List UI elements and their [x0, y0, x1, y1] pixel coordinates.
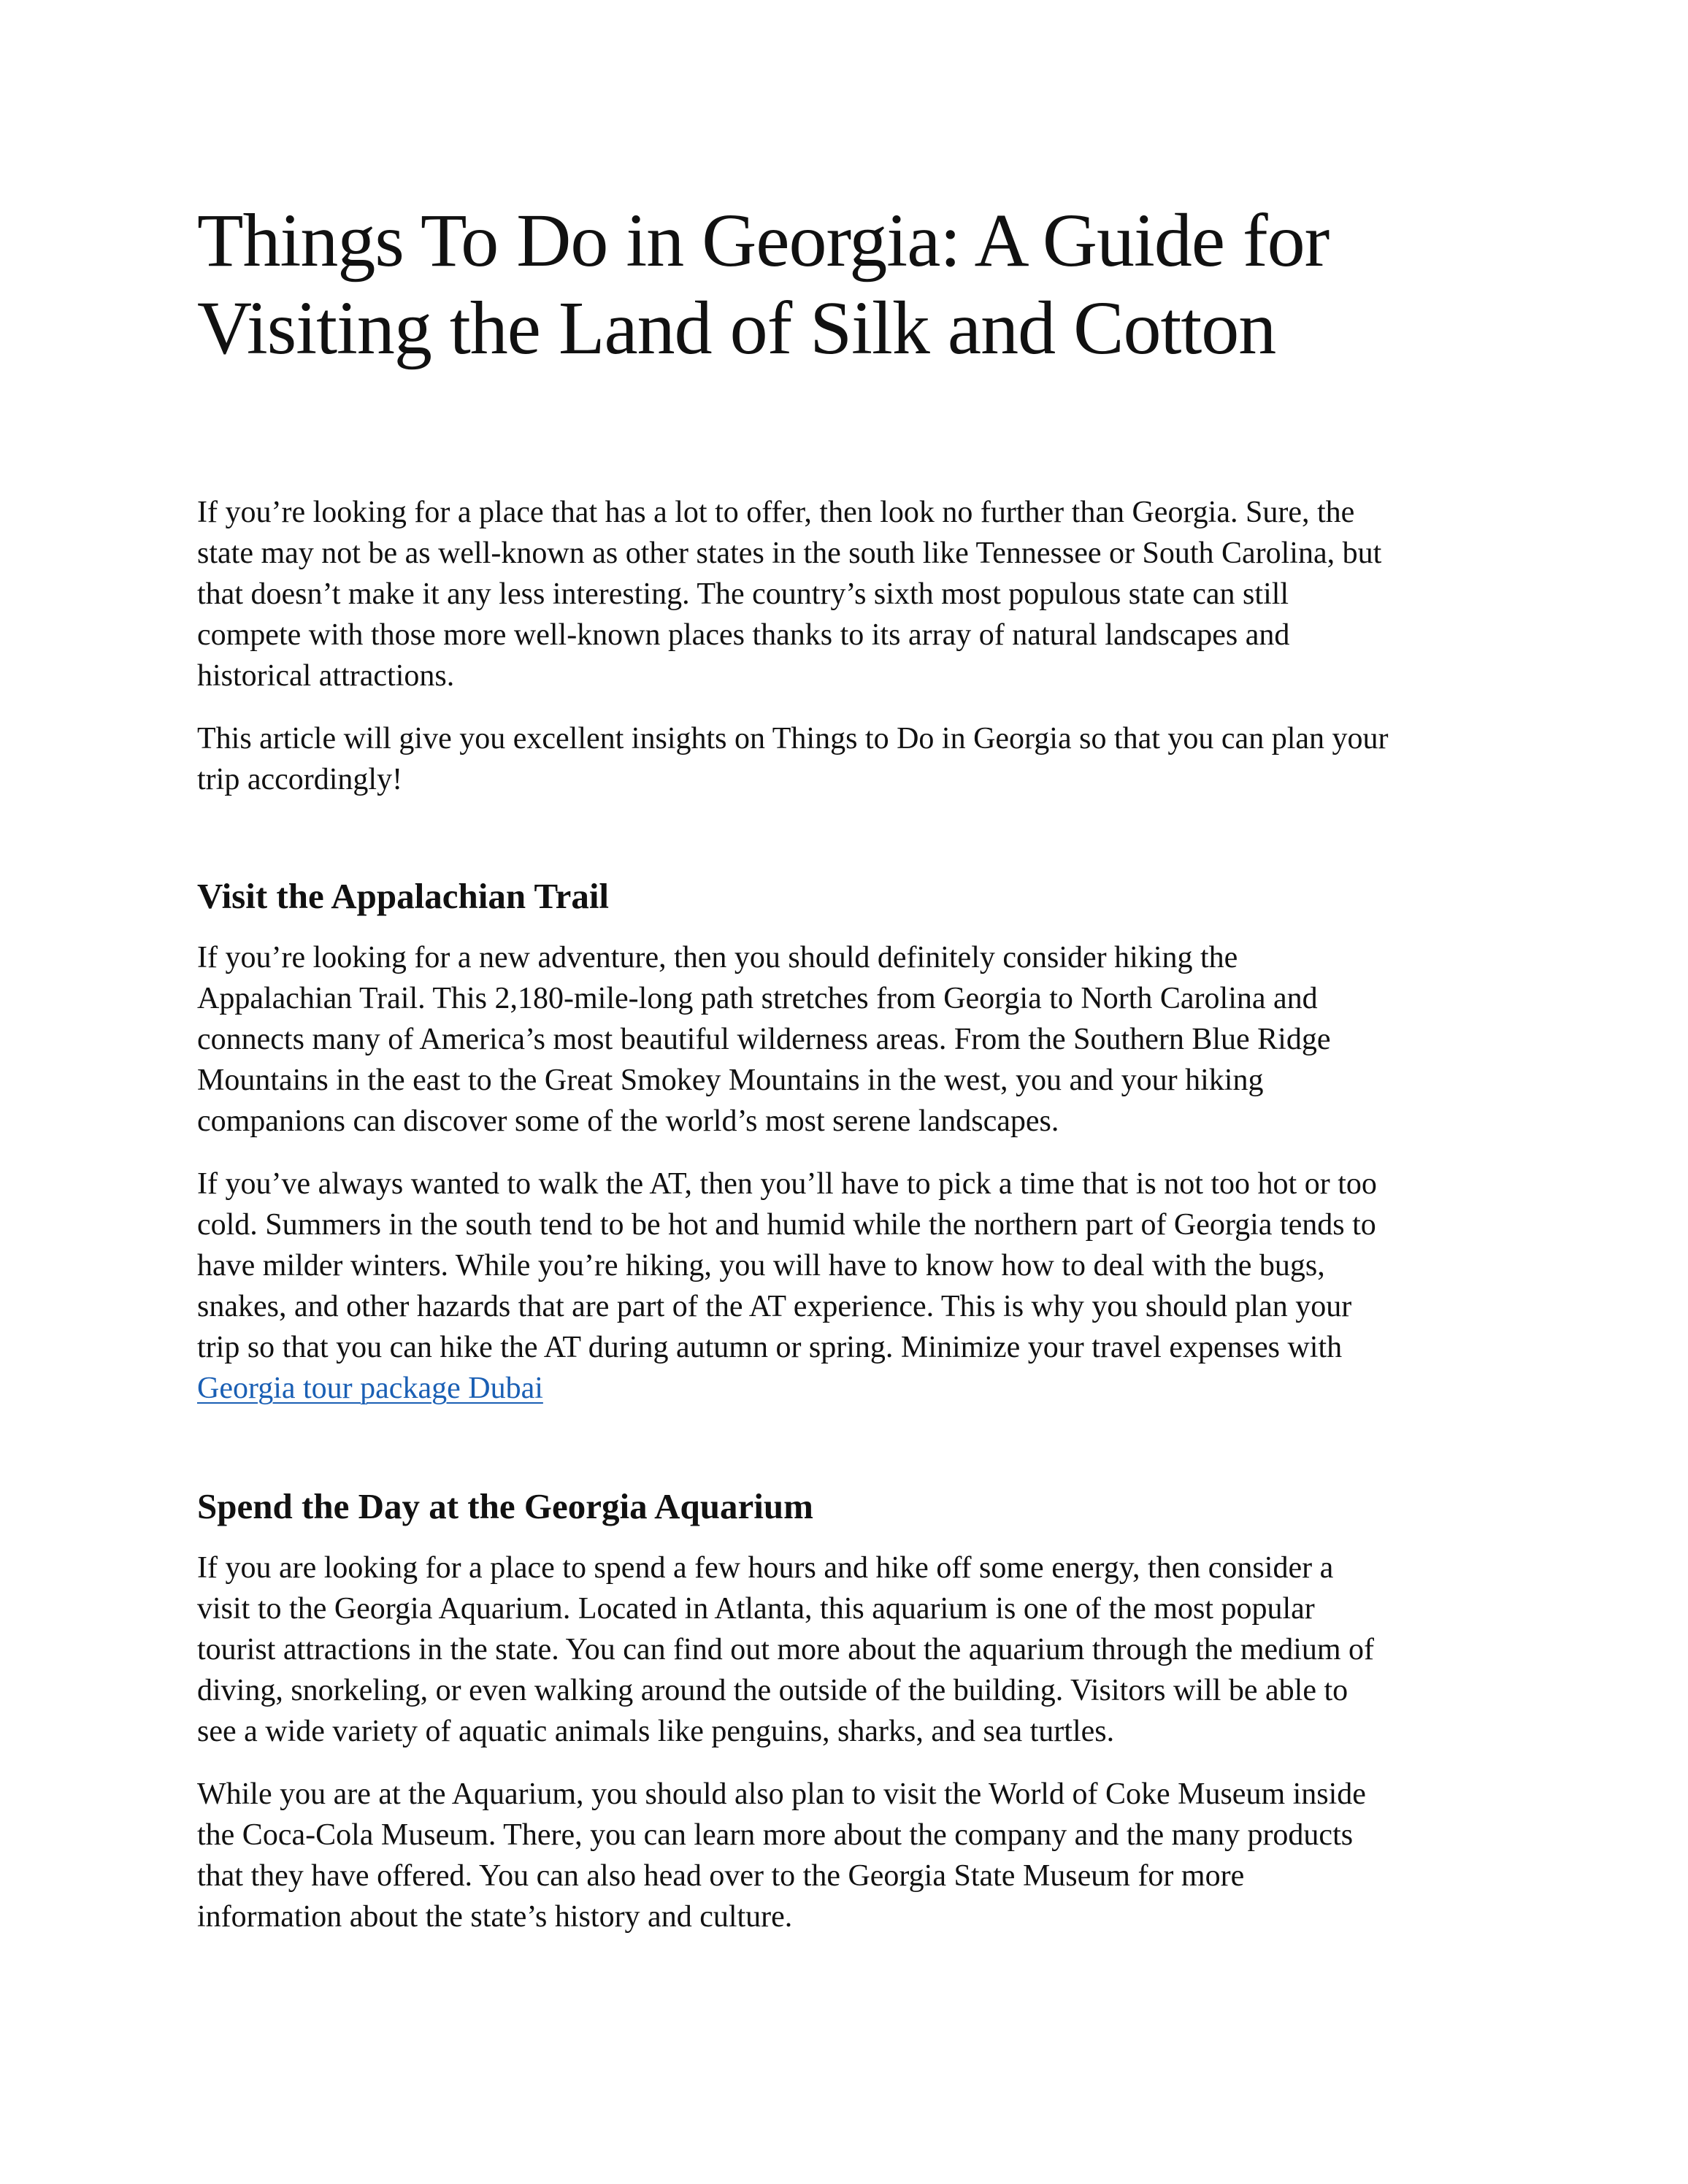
text-line: companions can discover some of the world’s most serene landscapes. — [197, 1104, 1059, 1138]
text-line — [197, 1368, 1497, 1409]
text-line: that doesn’t make it any less interesting. The country’s sixth most populous state can still — [197, 577, 1289, 611]
text-line: diving, snorkeling, or even walking around the outside of the building. Visitors will be able to — [197, 1674, 1349, 1707]
section-paragraph — [197, 1774, 1497, 1937]
text-line: see a wide variety of aquatic animals like penguins, sharks, and sea turtles. — [197, 1715, 1115, 1748]
text-line: tourist attractions in the state. You can find out more about the aquarium through the medium of — [197, 1633, 1375, 1666]
page-title — [197, 197, 1497, 372]
text-line: If you’re looking for a new adventure, then you should definitely consider hiking the — [197, 941, 1238, 974]
georgia-tour-package-link[interactable]: Georgia tour package Dubai — [197, 1372, 543, 1405]
text-line: trip so that you can hike the AT during autumn or spring. Minimize your travel expenses with — [197, 1331, 1343, 1364]
text-line: information about the state’s history and culture. — [197, 1900, 793, 1934]
text-line: state may not be as well-known as other states in the south like Tennessee or South Carolina, but — [197, 537, 1382, 570]
text-line: If you’ve always wanted to walk the AT, then you’ll have to pick a time that is not too hot or too — [197, 1167, 1377, 1201]
text-line: have milder winters. While you’re hiking, you will have to know how to deal with the bugs, — [197, 1249, 1325, 1283]
text-line: visit to the Georgia Aquarium. Located in Atlanta, this aquarium is one of the most popular — [197, 1592, 1315, 1626]
section-heading: Spend the Day at the Georgia Aquarium — [197, 1486, 813, 1526]
document-content — [197, 197, 1497, 1937]
text-line: cold. Summers in the south tend to be hot and humid while the northern part of Georgia tends to — [197, 1208, 1376, 1242]
text-line: Appalachian Trail. This 2,180-mile-long path stretches from Georgia to North Carolina and — [197, 982, 1318, 1015]
text-line: If you’re looking for a place that has a lot to offer, then look no further than Georgia. Sure, the — [197, 496, 1355, 529]
section-paragraph — [197, 1164, 1497, 1409]
text-line: This article will give you excellent insights on Things to Do in Georgia so that you can plan your — [197, 722, 1389, 755]
text-line: Mountains in the east to the Great Smokey Mountains in the west, you and your hiking — [197, 1064, 1264, 1097]
text-line: connects many of America’s most beautiful wilderness areas. From the Southern Blue Ridge — [197, 1023, 1331, 1056]
intro-paragraph — [197, 718, 1497, 800]
section-paragraph — [197, 1547, 1497, 1752]
intro-paragraph — [197, 492, 1497, 696]
section-heading: Visit the Appalachian Trail — [197, 876, 610, 916]
text-line: historical attractions. — [197, 659, 455, 693]
text-line: the Coca-Cola Museum. There, you can learn more about the company and the many products — [197, 1818, 1354, 1852]
text-line: trip accordingly! — [197, 763, 403, 796]
title-line: Visiting the Land of Silk and Cotton — [197, 286, 1276, 370]
section-paragraph — [197, 937, 1497, 1142]
text-line: While you are at the Aquarium, you should also plan to visit the World of Coke Museum inside — [197, 1777, 1366, 1811]
text-line: If you are looking for a place to spend a few hours and hike off some energy, then consider a — [197, 1551, 1334, 1585]
text-line: that they have offered. You can also head over to the Georgia State Museum for more — [197, 1859, 1245, 1893]
text-line: snakes, and other hazards that are part of the AT experience. This is why you should plan your — [197, 1290, 1352, 1323]
text-line: compete with those more well-known places thanks to its array of natural landscapes and — [197, 618, 1290, 652]
title-line: Things To Do in Georgia: A Guide for — [197, 199, 1330, 282]
